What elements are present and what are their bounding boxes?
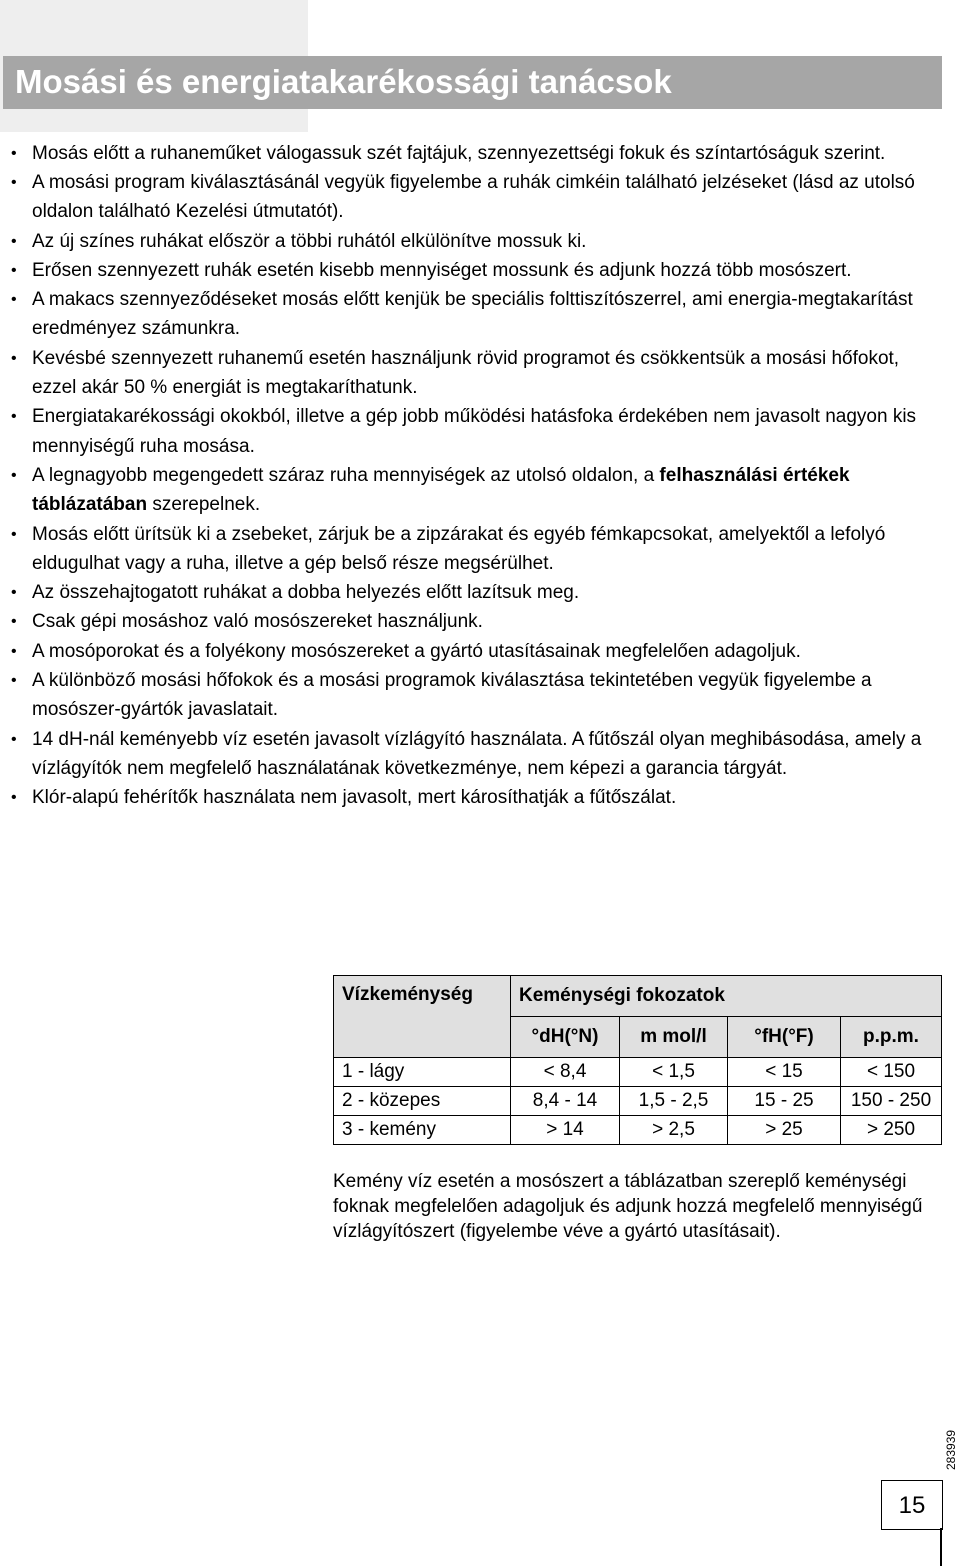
list-item: • Az új színes ruhákat először a többi ruhától elkülönítve mossuk ki. (11, 227, 929, 256)
document-number: 283939 (944, 1429, 958, 1470)
list-item: • Mosás előtt ürítsük ki a zsebeket, zárjuk be a zipzárakat és egyéb fémkapcsokat, amelyektől a lefolyó eldugulhat vagy a ruha, illetve a gép belső része megsérülhet. (11, 520, 929, 579)
page-title: Mosási és energiatakarékossági tanácsok (15, 63, 672, 100)
table-cell: 2 - közepes (334, 1087, 511, 1116)
table-header-cell: p.p.m. (841, 1017, 942, 1058)
table-cell: 3 - kemény (334, 1116, 511, 1145)
table-cell: 1 - lágy (334, 1058, 511, 1087)
table-cell: > 25 (728, 1116, 841, 1145)
table-cell: < 1,5 (620, 1058, 728, 1087)
table-header-cell: m mol/l (620, 1017, 728, 1058)
title-bar (3, 56, 942, 109)
table-row (334, 1087, 942, 1116)
table-cell: 1,5 - 2,5 (620, 1087, 728, 1116)
list-item: • A különböző mosási hőfokok és a mosási programok kiválasztása tekintetében vegyük figyelembe a mosószer-gyártók javaslatait. (11, 666, 929, 725)
table-header-cell: °dH(°N) (511, 1017, 620, 1058)
table-cell: 15 - 25 (728, 1087, 841, 1116)
list-item: • Klór-alapú fehérítők használata nem javasolt, mert károsíthatják a fűtőszálat. (11, 783, 929, 812)
water-hardness-table (333, 975, 942, 1145)
list-item: • A mosóporokat és a folyékony mosószereket a gyártó utasításainak megfelelően adagoljuk. (11, 637, 929, 666)
list-item: • A mosási program kiválasztásánál vegyük figyelembe a ruhák cimkéin található jelzéseket (lásd az utolsó oldalon található Kezelési útmutatót). (11, 168, 929, 227)
table-header-cell: Vízkeménység (334, 976, 511, 1058)
tips-list (11, 139, 929, 813)
list-item: • Energiatakarékossági okokból, illetve a gép jobb működési hatásfoka érdekében nem javasolt nagyon kis mennyiségű ruha mosása. (11, 402, 929, 461)
table-header-cell: Keménységi fokozatok (511, 976, 942, 1017)
table-row (334, 1116, 942, 1145)
table-cell: 8,4 - 14 (511, 1087, 620, 1116)
table-cell: < 8,4 (511, 1058, 620, 1087)
list-item: • 14 dH-nál keményebb víz esetén javasolt vízlágyító használata. A fűtőszál olyan meghibásodása, amely a vízlágyítók nem megfelelő használatának következménye, nem képezi a garancia tárgyát. (11, 725, 929, 784)
table-header-row (334, 976, 942, 1017)
table-row (334, 1058, 942, 1087)
list-item: • Mosás előtt a ruhaneműket válogassuk szét fajtájuk, szennyezettségi fokuk és színtartóságuk szerint. (11, 139, 929, 168)
bold-reference: felhasználási értékek táblázatában (32, 464, 850, 516)
table-cell: 150 - 250 (841, 1087, 942, 1116)
tip-text: szerepelnek. (147, 494, 261, 516)
page-number: 15 (898, 1492, 926, 1519)
table-cell: < 150 (841, 1058, 942, 1087)
page-number-box (881, 1480, 943, 1530)
list-item (11, 461, 929, 520)
list-item: • Erősen szennyezett ruhák esetén kisebb mennyiséget mossunk és adjunk hozzá több mosószert. (11, 256, 929, 285)
list-item: • Kevésbé szennyezett ruhanemű esetén használjunk rövid programot és csökkentsük a mosási hőfokot, ezzel akár 50 % energiát is megtakaríthatunk. (11, 344, 929, 403)
table-header-cell: °fH(°F) (728, 1017, 841, 1058)
list-item: • Az összehajtogatott ruhákat a dobba helyezés előtt lazítsuk meg. (11, 578, 929, 607)
table-cell: > 14 (511, 1116, 620, 1145)
page-edge-line (940, 1528, 942, 1566)
list-item: • A makacs szennyeződéseket mosás előtt kenjük be speciális folttiszítószerrel, ami energia-megtakarítást eredményez számunkra. (11, 285, 929, 344)
table-cell: > 250 (841, 1116, 942, 1145)
table-cell: > 2,5 (620, 1116, 728, 1145)
table-cell: < 15 (728, 1058, 841, 1087)
tip-text: A legnagyobb megengedett száraz ruha mennyiségek az utolsó oldalon, a (32, 464, 660, 486)
list-item: • Csak gépi mosáshoz való mosószereket használjunk. (11, 607, 929, 636)
hardness-note: Kemény víz esetén a mosószert a táblázatban szereplő keménységi foknak megfelelően adagoljuk és adjunk hozzá megfelelő mennyiségű vízlágyítószert (figyelembe véve a gyártó utasításait). (333, 1171, 923, 1242)
